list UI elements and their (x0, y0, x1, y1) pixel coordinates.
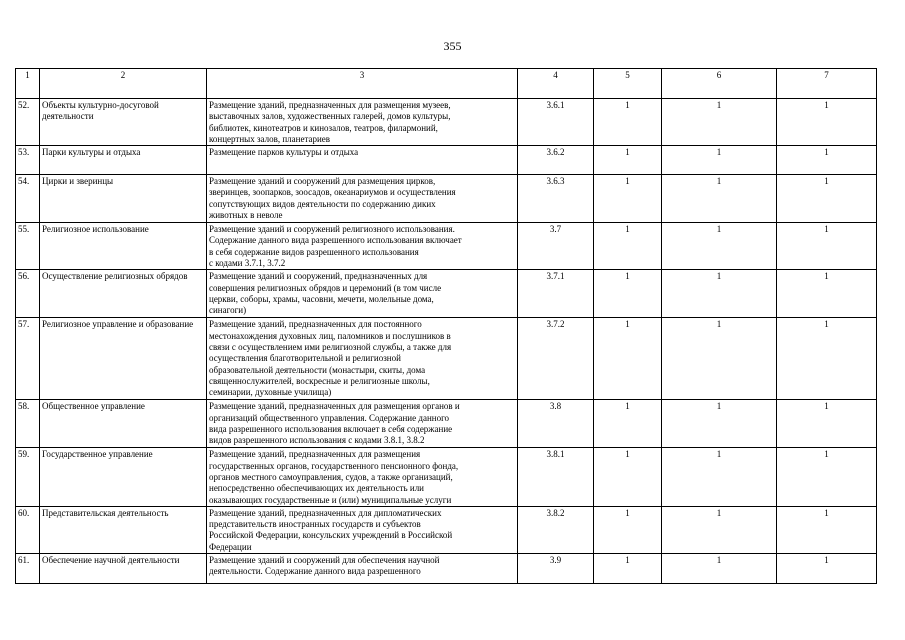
table-row (16, 146, 877, 175)
column-5-value: 1 (594, 146, 662, 175)
table-row (16, 554, 877, 584)
description-line: Размещение зданий и сооружений для обеспечения научной (209, 555, 440, 566)
description-line: органов местного самоуправления, судов, а также организаций, (209, 471, 453, 482)
description-line: Содержание данного вида разрешенного использования включает (209, 235, 462, 246)
use-type-name: Парки культуры и отдыха (40, 146, 207, 175)
description-line: оказывающих государственные и (или) муниципальные услуги (209, 494, 452, 505)
use-type-name: Осуществление религиозных обрядов (40, 270, 207, 318)
page-number: 355 (443, 39, 462, 53)
use-type-name: Религиозное использование (40, 223, 207, 270)
column-7-value: 1 (777, 175, 877, 223)
description-line: семинарии, духовные училища) (209, 387, 332, 398)
use-type-name: Религиозное управление и образование (40, 318, 207, 400)
use-type-name: Общественное управление (40, 400, 207, 448)
description-line: государственных органов, государственного пенсионного фонда, (209, 460, 459, 471)
header-cell: 7 (777, 69, 877, 99)
description-line: Размещение зданий, предназначенных для размещения органов и (209, 401, 460, 412)
row-number: 56. (16, 270, 40, 318)
column-7-value: 1 (777, 99, 877, 146)
column-5-value: 1 (594, 554, 662, 584)
row-number: 54. (16, 175, 40, 223)
use-code: 3.8.2 (518, 506, 594, 553)
use-code: 3.7.2 (518, 318, 594, 400)
table-row (16, 506, 877, 553)
column-7-value: 1 (777, 318, 877, 400)
use-code: 3.8.1 (518, 448, 594, 506)
description-line: Размещение зданий и сооружений, предназначенных для (209, 271, 428, 282)
column-7-value: 1 (777, 400, 877, 448)
land-use-table (15, 68, 877, 584)
description-line: Размещение зданий и сооружений для размещения цирков, (209, 176, 436, 187)
row-number: 58. (16, 400, 40, 448)
use-type-name: Объекты культурно-досуговой деятельности (40, 99, 207, 146)
use-type-name: Цирки и зверинцы (40, 175, 207, 223)
row-number: 57. (16, 318, 40, 400)
description-line: выставочных залов, художественных галерей, домов культуры, (209, 111, 451, 122)
use-description (207, 448, 518, 506)
description-line: концертных залов, планетариев (209, 133, 331, 144)
description-line: с кодами 3.7.1, 3.7.2 (209, 258, 286, 269)
row-number: 52. (16, 99, 40, 146)
description-line: библиотек, кинотеатров и кинозалов, театров, филармоний, (209, 122, 438, 133)
use-code: 3.6.2 (518, 146, 594, 175)
description-line: церкви, соборы, храмы, часовни, мечети, молельные дома, (209, 293, 434, 304)
description-line: вида разрешенного использования включает в себя содержание (209, 423, 453, 434)
column-5-value: 1 (594, 99, 662, 146)
description-line: деятельности. Содержание данного вида разрешенного (209, 566, 421, 577)
row-number: 61. (16, 554, 40, 584)
table-row (16, 99, 877, 146)
description-line: местонахождения духовных лиц, паломников и послушников в (209, 330, 451, 341)
column-7-value: 1 (777, 554, 877, 584)
description-line: Размещение зданий и сооружений религиозного использования. (209, 224, 455, 235)
table-row (16, 223, 877, 270)
use-code: 3.8 (518, 400, 594, 448)
use-code: 3.7 (518, 223, 594, 270)
description-line: Размещение зданий, предназначенных для постоянного (209, 319, 422, 330)
use-code: 3.6.3 (518, 175, 594, 223)
column-5-value: 1 (594, 506, 662, 553)
column-5-value: 1 (594, 270, 662, 318)
column-6-value: 1 (662, 175, 777, 223)
use-description (207, 223, 518, 270)
description-line: непосредственно обеспечивающих их деятельность или (209, 483, 425, 494)
column-5-value: 1 (594, 448, 662, 506)
row-number: 59. (16, 448, 40, 506)
use-description (207, 400, 518, 448)
column-7-value: 1 (777, 146, 877, 175)
column-6-value: 1 (662, 99, 777, 146)
column-6-value: 1 (662, 270, 777, 318)
use-description (207, 99, 518, 146)
description-line: связи с осуществлением ими религиозной службы, а также для (209, 341, 452, 352)
use-description (207, 146, 518, 175)
description-line: животных в неволе (209, 210, 283, 221)
use-type-name: Представительская деятельность (40, 506, 207, 553)
use-code: 3.9 (518, 554, 594, 584)
header-row (16, 69, 877, 99)
description-line: в себя содержание видов разрешенного использования (209, 246, 419, 257)
header-cell: 2 (40, 69, 207, 99)
header-cell: 3 (207, 69, 518, 99)
use-description (207, 270, 518, 318)
description-line: образовательной деятельности (монастыри, скиты, дома (209, 364, 426, 375)
description-line: синагоги) (209, 305, 247, 316)
header-cell: 5 (594, 69, 662, 99)
column-6-value: 1 (662, 146, 777, 175)
description-line: представительств иностранных государств и субъектов (209, 519, 421, 530)
table-row (16, 318, 877, 400)
table-row (16, 175, 877, 223)
use-description (207, 318, 518, 400)
column-6-value: 1 (662, 554, 777, 584)
description-line: зверинцев, зоопарков, зоосадов, океанариумов и осуществления (209, 187, 456, 198)
row-number: 53. (16, 146, 40, 175)
table-row (16, 448, 877, 506)
description-line: организаций общественного управления. Содержание данного (209, 412, 450, 423)
description-line: Федерации (209, 541, 252, 552)
column-7-value: 1 (777, 223, 877, 270)
column-5-value: 1 (594, 175, 662, 223)
column-7-value: 1 (777, 506, 877, 553)
column-6-value: 1 (662, 448, 777, 506)
description-line: совершения религиозных обрядов и церемоний (в том числе (209, 282, 442, 293)
column-5-value: 1 (594, 400, 662, 448)
description-line: сопутствующих видов деятельности по содержанию диких (209, 198, 436, 209)
description-line: Размещение зданий, предназначенных для размещения (209, 449, 421, 460)
use-code: 3.6.1 (518, 99, 594, 146)
description-line: видов разрешенного использования с кодами 3.8.1, 3.8.2 (209, 435, 425, 446)
column-6-value: 1 (662, 318, 777, 400)
use-type-name: Государственное управление (40, 448, 207, 506)
table-row (16, 270, 877, 318)
description-line: Размещение зданий, предназначенных для дипломатических (209, 507, 442, 518)
column-6-value: 1 (662, 223, 777, 270)
header-cell: 1 (16, 69, 40, 99)
description-line: осуществления благотворительной и религиозной (209, 353, 401, 364)
description-line: священнослужителей, воскресные и религиозные школы, (209, 375, 430, 386)
table-row (16, 400, 877, 448)
use-code: 3.7.1 (518, 270, 594, 318)
column-5-value: 1 (594, 318, 662, 400)
header-cell: 6 (662, 69, 777, 99)
description-line: Размещение зданий, предназначенных для размещения музеев, (209, 100, 451, 110)
use-description (207, 175, 518, 223)
column-7-value: 1 (777, 270, 877, 318)
description-line: Размещение парков культуры и отдыха (209, 147, 359, 158)
use-description (207, 554, 518, 584)
header-cell: 4 (518, 69, 594, 99)
column-7-value: 1 (777, 448, 877, 506)
use-type-name: Обеспечение научной деятельности (40, 554, 207, 584)
column-5-value: 1 (594, 223, 662, 270)
row-number: 55. (16, 223, 40, 270)
row-number: 60. (16, 506, 40, 553)
use-description (207, 506, 518, 553)
column-6-value: 1 (662, 400, 777, 448)
description-line: Российской Федерации, консульских учреждений в Российской (209, 530, 453, 541)
column-6-value: 1 (662, 506, 777, 553)
